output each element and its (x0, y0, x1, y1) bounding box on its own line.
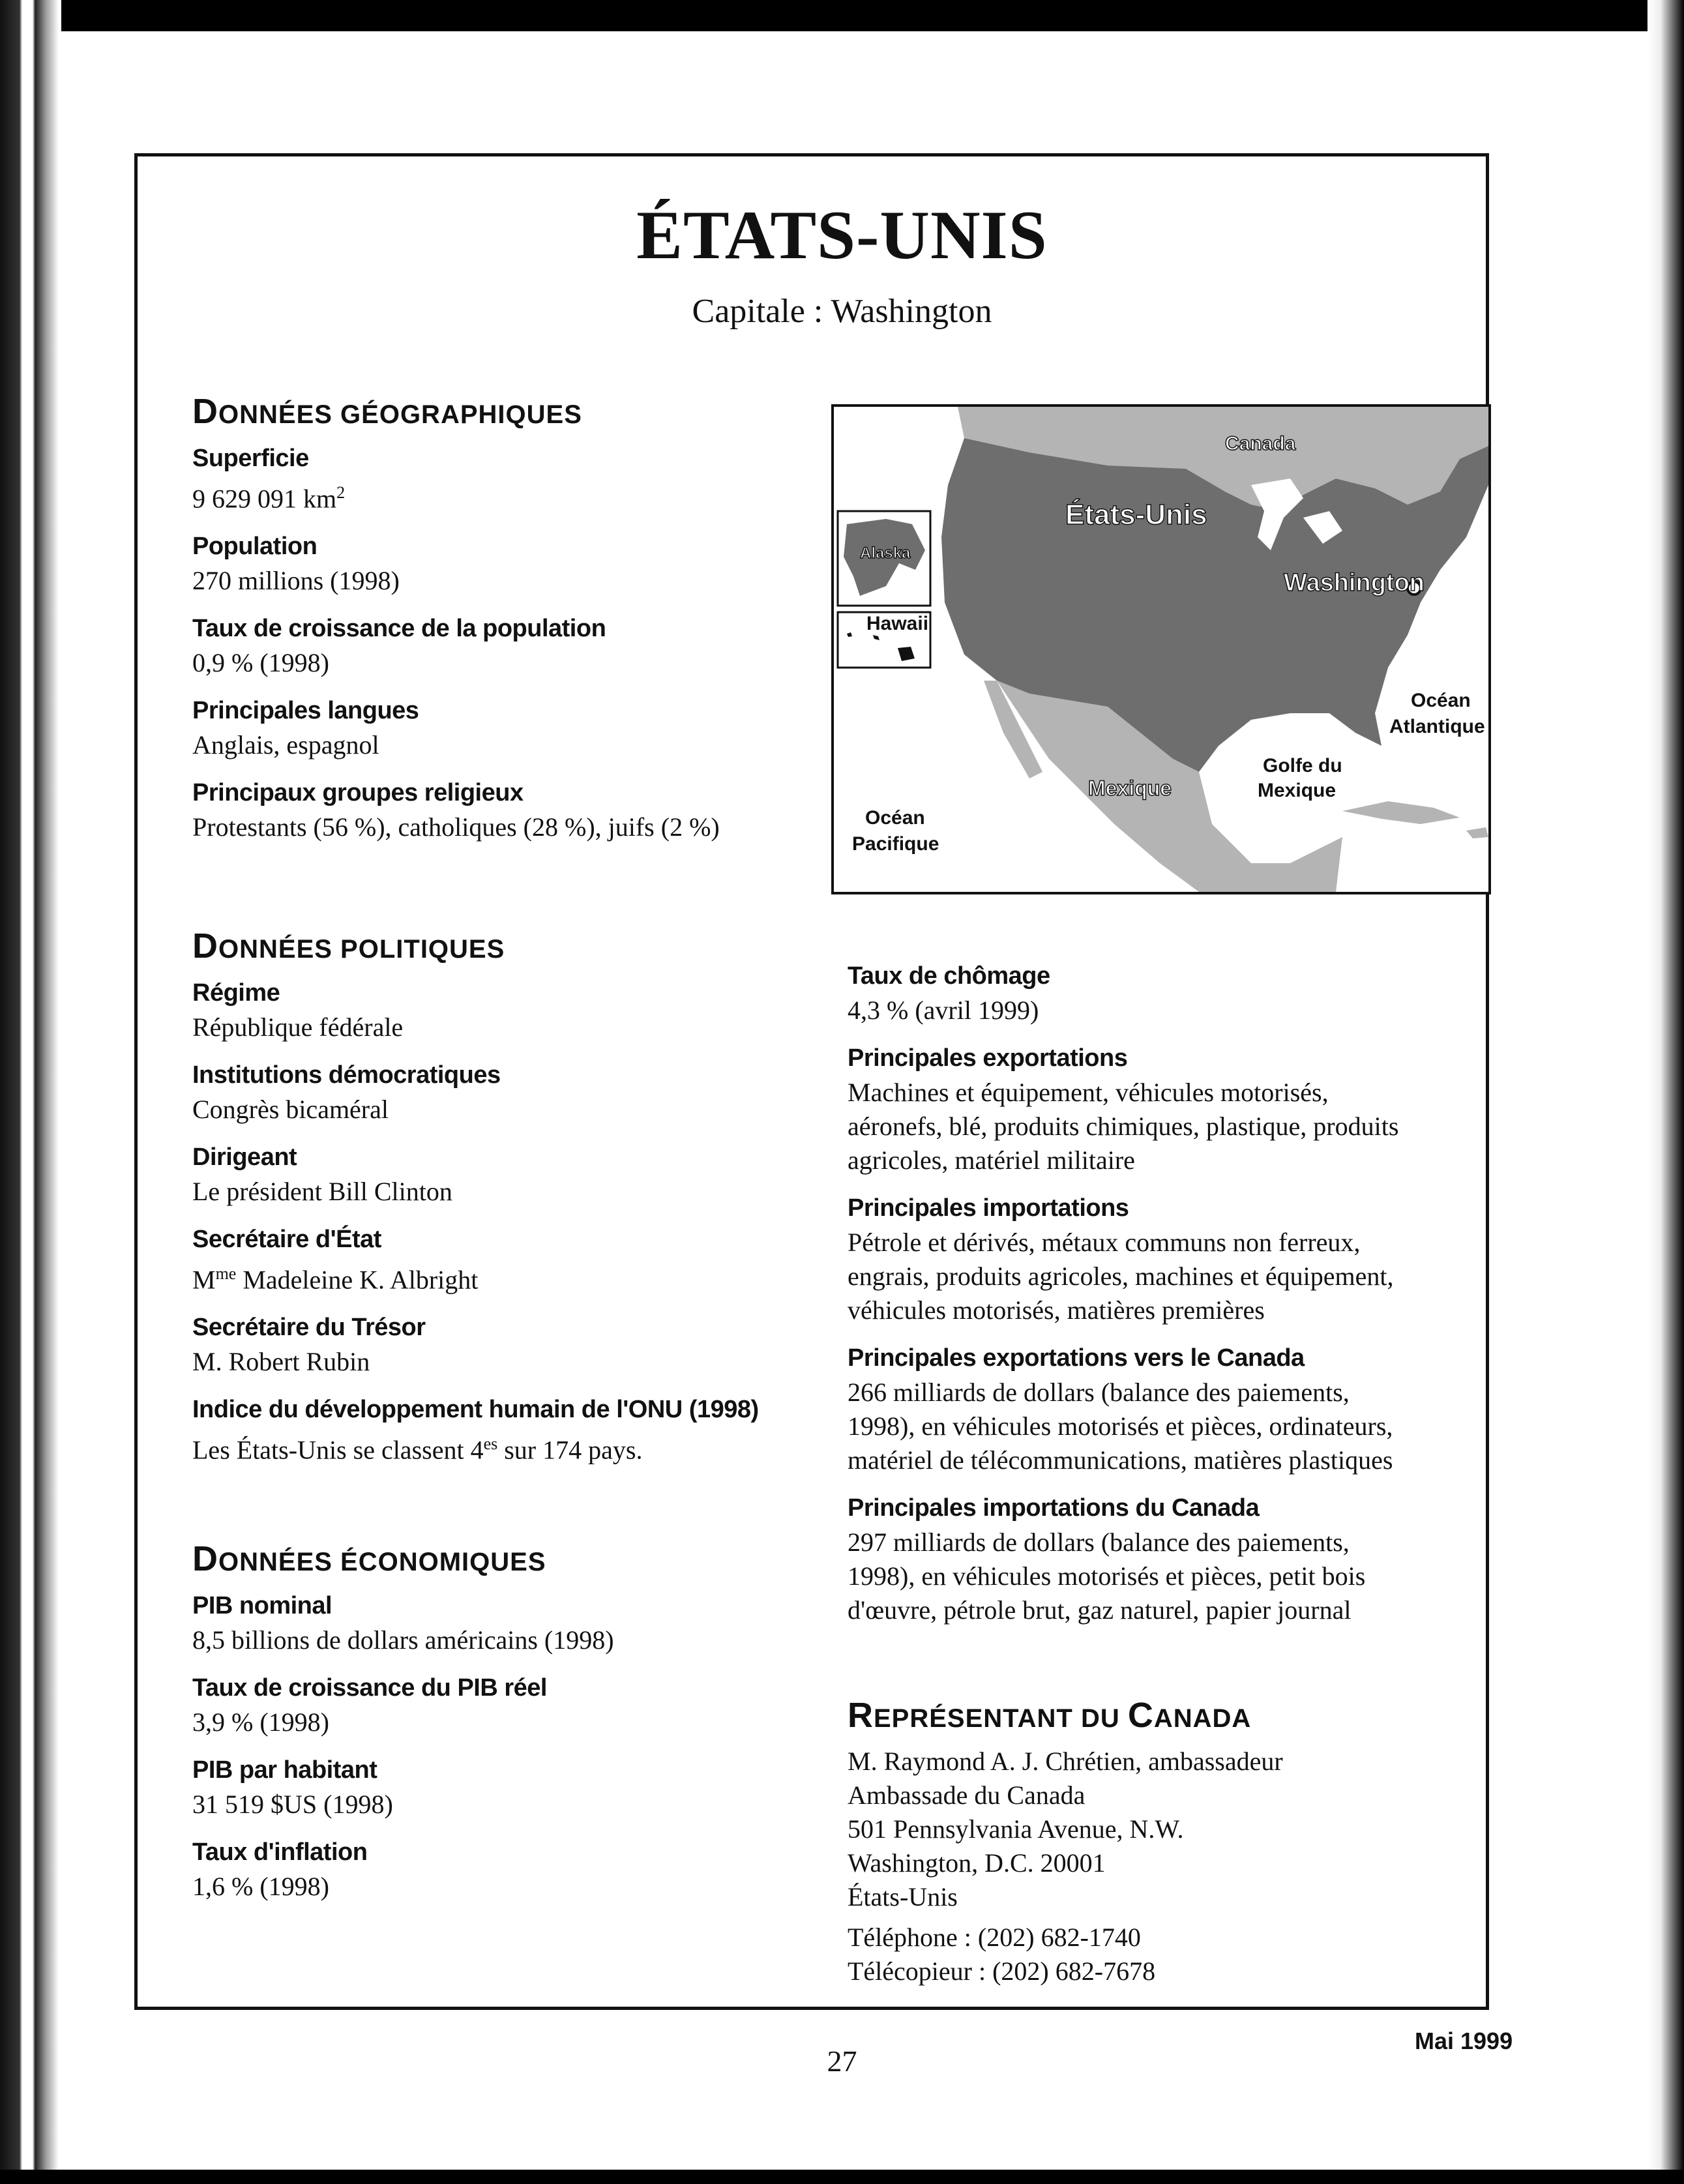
map-label-washington: Washington (1284, 569, 1425, 597)
pol-value: République fédérale (192, 1012, 404, 1042)
pol-label: Indice du développement humain de l'ONU (1998) (192, 1396, 759, 1424)
eco-right-value: 266 milliards de dollars (balance des paiements, 1998), en véhicules motorisés et pièces, ordinateurs, matériel de télécommunications, matières plastiques (848, 1378, 1393, 1475)
rep-heading: REPRÉSENTANT DU CANADA (848, 1696, 1252, 1735)
geo-value: 9 629 091 $km^2$ (192, 483, 346, 514)
rep-phone: Téléphone : (202) 682-1740 (848, 1923, 1141, 1952)
rep-fax: Télécopieur : (202) 682-7678 (848, 1956, 1156, 1986)
pol-heading: DONNÉES POLITIQUES (192, 926, 505, 966)
eco-right-value: 4,3 % (avril 1999) (848, 996, 1039, 1025)
pol-value: Le président Bill Clinton (192, 1177, 452, 1206)
eco-right-label: Principales exportations vers le Canada (848, 1344, 1305, 1372)
pol-value: Congrès bicaméral (192, 1095, 389, 1124)
map-united-states (831, 404, 1491, 894)
eco-right-label: Principales importations du Canada (848, 1494, 1260, 1522)
eco-right-label: Taux de chômage (848, 962, 1050, 990)
pol-label: Secrétaire d'État (192, 1226, 381, 1253)
map-label-gulf-2: Mexique (1258, 780, 1337, 801)
geo-value: Protestants (56 %), catholiques (28 %), juifs (2 %) (192, 812, 720, 842)
rep-address-line: États-Unis (848, 1882, 958, 1911)
geo-label: Superficie (192, 445, 309, 472)
geo-value: Anglais, espagnol (192, 730, 379, 760)
eco-label: Taux d'inflation (192, 1838, 368, 1866)
eco-label: PIB par habitant (192, 1756, 377, 1784)
geo-label: Taux de croissance de la population (192, 615, 606, 643)
map-label-hawaii: Hawaii (866, 613, 929, 634)
pol-value: Les États-Unis se classent $4^{es}$ sur 174 pays. (192, 1434, 643, 1465)
pol-value: $M^{me}$ Madeleine K. Albright (192, 1264, 479, 1295)
pol-label: Régime (192, 979, 280, 1007)
rep-address-line: M. Raymond A. J. Chrétien, ambassadeur (848, 1747, 1283, 1776)
eco-value: 8,5 billions de dollars américains (1998) (192, 1625, 614, 1655)
eco-right-value: Pétrole et dérivés, métaux communs non ferreux, engrais, produits agricoles, machines et équipement, véhicules motorisés, matières premières (848, 1228, 1394, 1325)
page-title: ÉTATS-UNIS (636, 197, 1048, 273)
geo-value: 0,9 % (1998) (192, 648, 329, 678)
eco-value: 31 519 $US (1998) (192, 1790, 393, 1819)
map-label-mexico: Mexique (1088, 776, 1172, 800)
eco-right-label: Principales importations (848, 1194, 1129, 1222)
rep-section (848, 1695, 1473, 1988)
rep-address-line: 501 Pennsylvania Avenue, N.W. (848, 1814, 1184, 1844)
eco-value: 1,6 % (1998) (192, 1872, 329, 1901)
map-label-alaska: Alaska (860, 544, 911, 562)
eco-right-value: Machines et équipement, véhicules motorisés, aéronefs, blé, produits chimiques, plastique, produits agricoles, matériel militaire (848, 1078, 1399, 1175)
rep-address (848, 1745, 1473, 1914)
geo-label: Principaux groupes religieux (192, 779, 524, 807)
rep-address-line: Ambassade du Canada (848, 1780, 1086, 1810)
eco-label: PIB nominal (192, 1592, 332, 1619)
eco-right-value: 297 milliards de dollars (balance des paiements, 1998), en véhicules motorisés et pièces, petit bois d'œuvre, pétrole brut, gaz naturel, papier journal (848, 1527, 1366, 1625)
eco-value: 3,9 % (1998) (192, 1707, 329, 1737)
scan-top-border (0, 0, 1684, 31)
map-graphic (834, 407, 1488, 892)
eco-heading: DONNÉES ÉCONOMIQUES (192, 1539, 546, 1578)
geo-label: Principales langues (192, 697, 419, 725)
capital-line: Capitale : Washington (692, 293, 992, 330)
pol-label: Institutions démocratiques (192, 1061, 501, 1089)
eco-right-label: Principales exportations (848, 1044, 1128, 1072)
map-label-canada: Canada (1225, 433, 1296, 454)
map-label-usa: États-Unis (1065, 499, 1207, 531)
footer-date: Mai 1999 (1415, 2028, 1513, 2054)
map-label-pacific-1: Océan (865, 807, 925, 829)
map-label-atlantic-2: Atlantique (1389, 716, 1485, 737)
eco-right-section (848, 958, 1473, 1640)
page-number: 27 (827, 2044, 857, 2078)
pol-value: M. Robert Rubin (192, 1347, 370, 1377)
pol-section (192, 926, 844, 1481)
rep-address-line: Washington, D.C. 20001 (848, 1848, 1106, 1878)
pol-label: Secrétaire du Trésor (192, 1314, 426, 1342)
eco-label: Taux de croissance du PIB réel (192, 1674, 547, 1702)
geo-value: 270 millions (1998) (192, 566, 400, 596)
eco-section (192, 1539, 844, 1917)
geo-label: Population (192, 533, 318, 561)
scan-bottom-border (0, 2170, 1684, 2184)
geo-section (192, 391, 844, 857)
geo-heading: DONNÉES GÉOGRAPHIQUES (192, 392, 582, 431)
map-label-pacific-2: Pacifique (852, 833, 939, 855)
map-label-atlantic-1: Océan (1411, 690, 1471, 711)
map-label-gulf-1: Golfe du (1263, 755, 1342, 776)
pol-label: Dirigeant (192, 1144, 297, 1171)
